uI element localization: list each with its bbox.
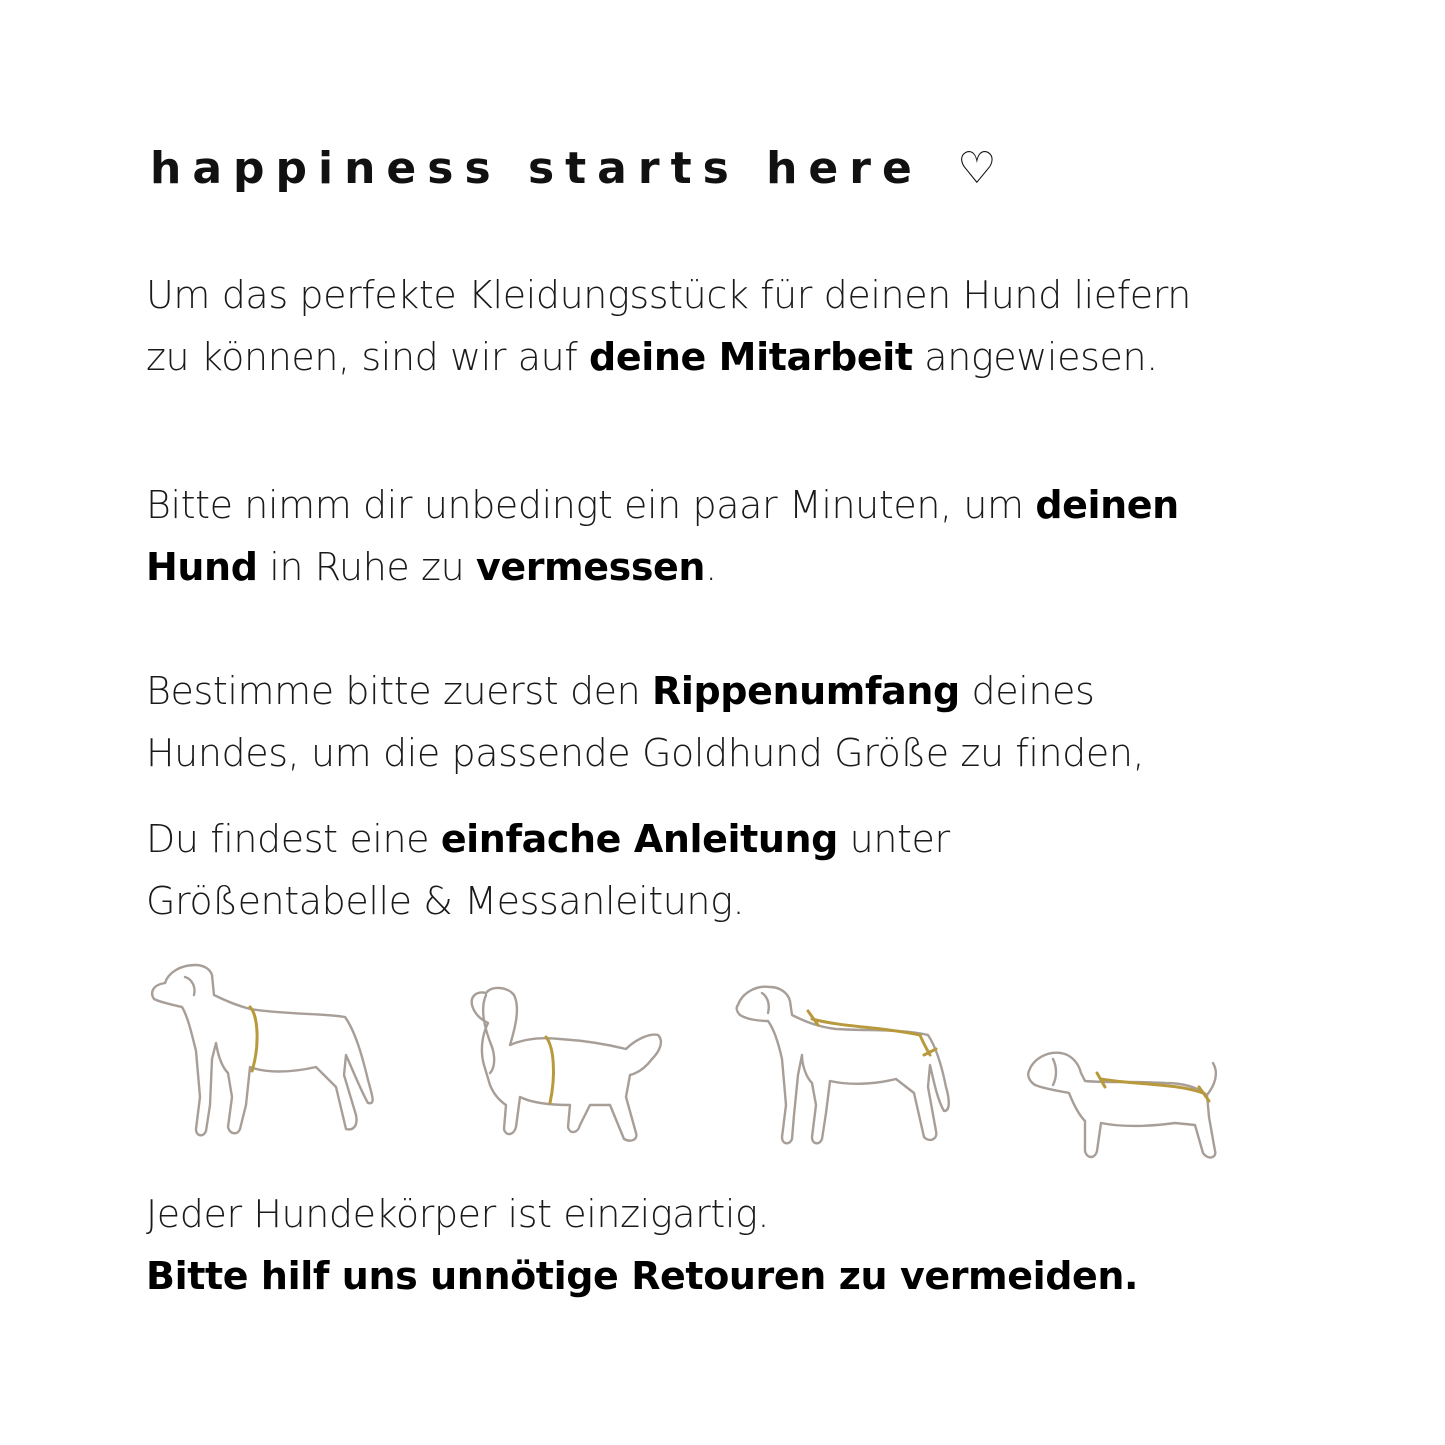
measure-text-2: in Ruhe zu <box>257 545 476 589</box>
rib-paragraph <box>146 660 1144 784</box>
rib-bold: Rippenumfang <box>652 669 960 713</box>
measure-text: Bitte nimm dir unbedingt ein paar Minuten, um <box>146 483 1036 527</box>
measure-line-2 <box>146 536 1179 598</box>
spaniel-chest-measure-icon <box>472 988 661 1141</box>
guide-bold: einfache Anleitung <box>440 817 838 861</box>
dog-chest-measure-icon <box>152 965 372 1135</box>
dog-illustrations <box>140 955 1240 1170</box>
intro-text-end: angewiesen. <box>912 335 1158 379</box>
guide-text: Du findest eine <box>146 817 441 861</box>
dog-back-length-measure-icon <box>737 987 949 1144</box>
rib-line-2: Hundes, um die passende Goldhund Größe zu finden, <box>146 731 1145 775</box>
intro-text: zu können, sind wir auf <box>146 335 590 379</box>
intro-line-2 <box>146 326 1191 388</box>
closing-line-1: Jeder Hundekörper ist einzigartig. <box>146 1192 770 1236</box>
intro-line-1: Um das perfekte Kleidungsstück für deinen Hund liefern <box>146 273 1191 317</box>
intro-paragraph <box>146 264 1191 388</box>
measure-bold-vermessen: vermessen <box>475 545 706 589</box>
page-title <box>150 143 1008 194</box>
measure-bold-hund: Hund <box>146 545 258 589</box>
closing-paragraph <box>146 1183 1138 1307</box>
closing-line-2 <box>146 1245 1138 1307</box>
heart-icon: ♡ <box>957 143 1008 194</box>
dachshund-back-length-measure-icon <box>1028 1053 1216 1158</box>
measure-bold: deinen <box>1035 483 1179 527</box>
guide-text-end: unter <box>837 817 950 861</box>
rib-text: Bestimme bitte zuerst den <box>146 669 653 713</box>
rib-line-1 <box>146 660 1144 722</box>
measure-paragraph <box>146 474 1179 598</box>
title-text: happiness starts here <box>150 143 923 194</box>
guide-paragraph <box>146 808 950 932</box>
intro-bold: deine Mitarbeit <box>589 335 913 379</box>
rib-text-end: deines <box>959 669 1095 713</box>
guide-line-1 <box>146 808 950 870</box>
measure-line-1 <box>146 474 1179 536</box>
closing-bold: Bitte hilf uns unnötige Retouren zu vermeiden. <box>146 1254 1139 1298</box>
guide-line-2: Größentabelle & Messanleitung. <box>146 879 745 923</box>
measure-text-end: . <box>705 545 717 589</box>
